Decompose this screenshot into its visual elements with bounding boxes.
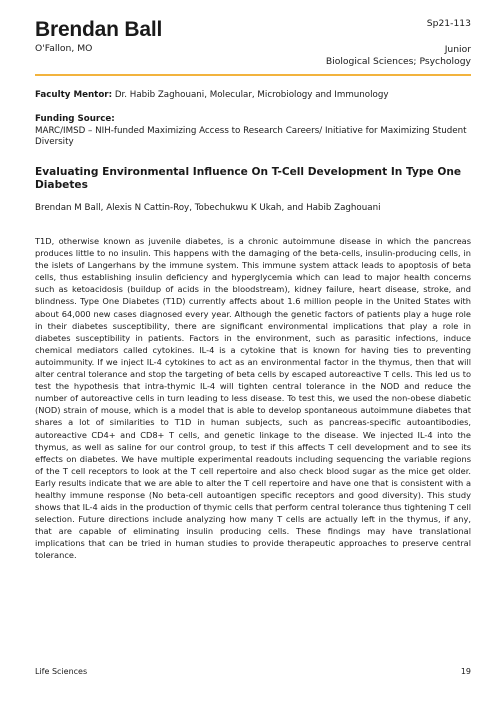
footer-section: Life Sciences: [35, 667, 88, 676]
funding-label: Funding Source:: [35, 114, 115, 124]
page-footer: [35, 667, 471, 676]
student-location: O'Fallon, MO: [35, 43, 93, 54]
mentor-value: Dr. Habib Zaghouani, Molecular, Microbiology and Immunology: [114, 90, 389, 100]
abstract-body: T1D, otherwise known as juvenile diabetes, is a chronic autoimmune disease in which the pancreas produces little to no insulin. This happens with the damaging of the beta-cells, insulin-producing cells, in the islets of Langerhans by the immune system. This immune system attack leads to apoptosis of beta cells, thus establishing insulin deficiency and hyperglycemia which can lead to major health concerns such as ketoacidosis (buildup of acids in the bloodstream), kidney failure, heart disease, stroke, and blindness. Type One Diabetes (T1D) currently affects about 1.6 million people in the United States with about 64,000 new cases diagnosed every year. Although the genetic factors of patients play a huge role in their diabetes susceptibility, there are significant environmental implications that play a role in diabetes susceptibility in patients. Factors in the environment, such as parasitic infections, induce chemical mediators called cytokines. IL-4 is a cytokine that is known for having ties to preventing autoimmunity. If we inject IL-4 cytokines to act as an environmental factor in the thymus, then that will alter central tolerance and stop the targeting of beta cells by escaped autoreactive T cells. This led us to test the hypothesis that intra-thymic IL-4 will tighten central tolerance in the NOD and reduce the number of autoreactive cells in turn leading to less disease. To test this, we used the non-obese diabetic (NOD) strain of mouse, which is a model that is able to develop spontaneous autoimmune diabetes that shares a lot of similarities to T1D in human subjects, such as pancreas-specific autoantibodies, autoreactive CD4+ and CD8+ T cells, and genetic linkage to the disease. We injected IL-4 into the thymus, as well as saline for our control group, to test if this affects T cell development and to see its effects on diabetes. We have multiple experimental readouts including sequencing the variable regions of the T cell receptors to look at the T cell repertoire and also check blood sugar as the mice get older. Early results indicate that we are able to alter the T cell repertoire and have one that is consistent with a healthy immune response (No beta-cell autoantigen specific receptors and good diversity). This study shows that IL-4 aids in the production of thymic cells that perform central tolerance thus tightening T cell selection. Future directions include analyzing how many T cells are actually left in the thymus, if any, that are capable of eliminating insulin producing cells. These findings may have translational implications that can be tried in human studies to provide therapeutic approaches to preserve central tolerance.: [35, 236, 471, 561]
authors: Brendan M Ball, Alexis N Cattin-Roy, Tobechukwu K Ukah, and Habib Zaghouani: [35, 203, 381, 213]
funding-value: MARC/IMSD – NIH-funded Maximizing Access to Research Careers/ Initiative for Maximizing Student Diversity: [35, 125, 467, 148]
student-name: Brendan Ball: [35, 18, 163, 41]
funding-source: [35, 114, 471, 149]
faculty-mentor: [35, 90, 471, 102]
abstract-title: Evaluating Environmental Influence On T-Cell Development In Type One Diabetes: [35, 166, 462, 191]
header-divider: [35, 74, 471, 76]
student-major: Biological Sciences; Psychology: [325, 56, 471, 67]
page-number: 19: [460, 667, 471, 676]
student-year: Junior: [444, 43, 471, 55]
page-header: [35, 18, 471, 67]
header-meta: [326, 18, 471, 69]
mentor-label: Faculty Mentor:: [35, 90, 113, 100]
abstract-code: Sp21-113: [426, 18, 471, 29]
